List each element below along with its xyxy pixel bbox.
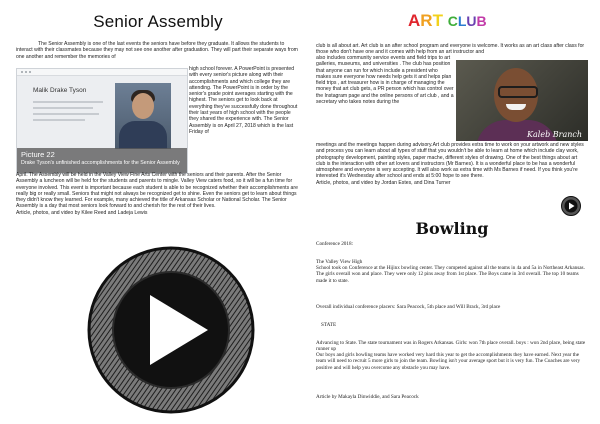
bowling-paragraph: Overall individual conference placers: Sara Peacock, 5th place and Will Brack, 3rd place — [316, 304, 501, 310]
art-club-title-letter: C — [447, 13, 458, 29]
slide-caption-bar — [17, 148, 187, 173]
senior-assembly-wrap-text: high school forever. A PowerPoint is presented with every senior's picture along with their accomplishments and which college they are attending. The PowerPoint is in order by the senior's grade point averages starting with the highest. The seniors get to look back at everything they've successfully done throughout their last years of high school with the people they shared the experience with. The Senior Assembly is on April 27, 2018 which is the last Friday of — [189, 66, 298, 135]
play-video-small-icon[interactable] — [561, 196, 581, 216]
art-club-title — [408, 11, 487, 31]
bowling-paragraph: School took on Conference at the Hijinx bowling center. They competed against all the teams in 4a and 5a in Northeast Arkansas. The girls overall won and place. They were only 12 pins away from 1st place. The Boys came in 3rd overall. The top 10 teams made it to state. — [316, 265, 585, 284]
art-club-title-letter: A — [408, 11, 421, 30]
art-club-credit: Article, photos, and video by Jordan Estes, and Dina Turner — [316, 179, 451, 186]
bowling-paragraph: Conference 2018: — [316, 241, 354, 247]
art-club-title-letter: U — [466, 13, 477, 29]
art-club-title-letter: L — [457, 13, 467, 29]
art-club-body — [316, 142, 588, 186]
senior-assembly-paragraph: April. The Assembly will be held in the Valley View Fine Arts Center with the seniors and their parents. After the Senior Assembly a luncheon will be held for the students and parents to mingle. Valley View caters food, so it will be a fun time for everyone involved. This event is important because each student is able to be recognized whether their accomplishments are really big or really small. Seniors that might not always be recognized get to shine. Even the seniors get to learn about things they didn't know they learned. For example, many achieved the title of Arkansas Scholar or National Scholar. The Senior Assembly is a day that most seniors look forward to and cherish for the rest of their lives. — [16, 172, 298, 210]
bowling-paragraph: STATE — [321, 322, 337, 328]
bowling-title: Bowling — [415, 219, 489, 238]
photo-caption: Kaleb Branch — [527, 130, 582, 139]
right-column — [316, 0, 588, 424]
senior-assembly-body — [16, 172, 300, 216]
bowling-paragraph: Our boys and girls bowling teams have worked very hard this year to get the accomplishments they have earned. Next year the team will need to recruit 5 more girls to join the team. Bowling isn't your average sport but it is very fun. The Coaches are very positive and will help you overcome any obstacle you may have. — [316, 352, 581, 371]
slide-student-name: Malik Drake Tyson — [33, 87, 87, 94]
play-video-icon[interactable] — [86, 245, 256, 415]
senior-assembly-credit: Article, photos, and video by Kilee Reed and Ladeja Lewis — [16, 209, 148, 216]
art-club-paragraph: meetings and the meetings happen during advisory.Art club provides extra time to work on your artwork and new styles and process you can learn about all types of stuff that you wouldn't be able to learn at home which include clay work, photography development, painting styles, paper mache, different styles of drawing. One of the best things about art club is the interaction with other art lovers and instructors (Mr Barnes). It is a wonderful place to be has a wonderful atmosphere and everyone is very accepting. It will also work as extra time with Ms Barnes if need. If you think you're interested it's Wednesday after school and ends at 5:00 hope to see there. — [316, 142, 584, 180]
art-club-intro: club is all about art. Art club is an after school program and everyone is welcome. It works as an art class after class for those who don't have one and it comes with help from an art instructor and — [316, 43, 585, 56]
caption-text: Drake Tyson's unfinished accomplishments for the Senior Assembly — [21, 160, 180, 166]
kaleb-branch-photo — [456, 60, 588, 141]
art-club-wrap-text: also includes community service events and field trips to art galleries, museums, and universities . The club has position that anyone can run for which include a president who makes sure everyone how needs help gets it and helps plan field trips , art treasurer how is in charge of managing the money that art club gets, a PR person which has control over the Instagram page and the online persons of art club , and a secretary who takes notes during the — [316, 55, 454, 106]
art-club-title-letter: R — [420, 11, 433, 30]
senior-assembly-section — [16, 0, 300, 424]
senior-assembly-title: Senior Assembly — [93, 12, 223, 31]
caption-label: Picture 22 — [21, 150, 55, 159]
powerpoint-slide-image — [16, 68, 188, 174]
bowling-paragraph: Article by Makayla Dinwiddie, and Sara Peacock — [316, 394, 419, 400]
bowling-paragraph: Advancing to State. The state tournament was in Rogers Arkansas. Girls: won 7th place overall. boys : won 2nd place, being state runner up — [316, 340, 586, 353]
slide-toolbar — [17, 69, 187, 76]
art-club-title-letter: T — [432, 11, 443, 30]
student-portrait — [115, 83, 171, 149]
senior-assembly-intro: The Senior Assembly is one of the last events the seniors have before they graduate. It allows the students to interact with their classmates because they may not see one another after graduation. They will part their separate ways from one another and remember the memories of — [16, 41, 298, 60]
art-club-title-letter: B — [476, 13, 487, 29]
bowling-paragraph: The Valley View High — [316, 259, 363, 265]
